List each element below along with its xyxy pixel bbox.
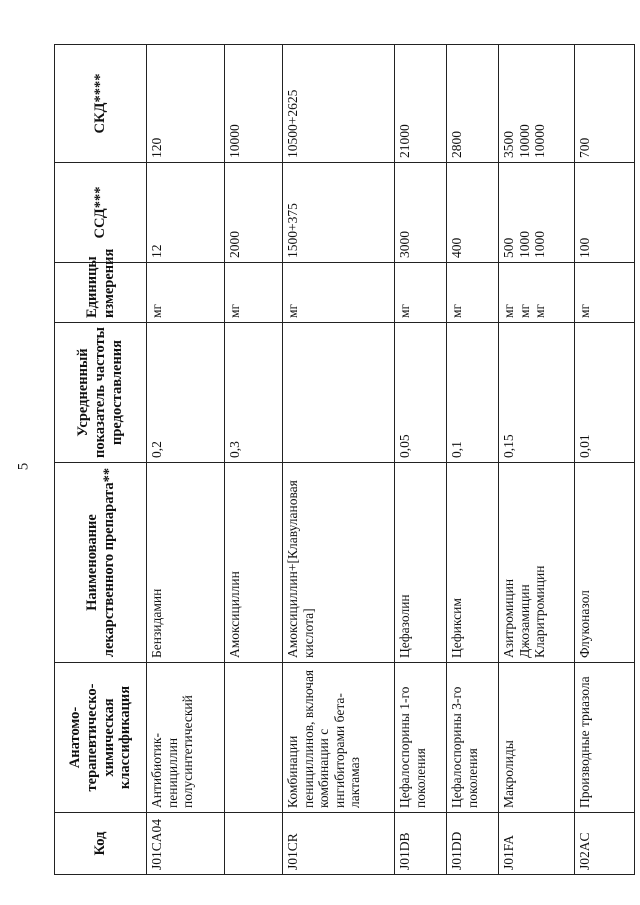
cell-ssd xyxy=(575,163,635,263)
cell-ssd-item: 100 xyxy=(577,237,592,258)
cell-unit-item: мг xyxy=(501,303,516,318)
cell-code: J02AC xyxy=(575,813,635,875)
cell-atc: Производные триазола xyxy=(575,663,635,813)
cell-skd-item: 3500 xyxy=(501,131,516,158)
cell-frequency: 0,3 xyxy=(225,323,283,463)
cell-drug xyxy=(283,463,395,663)
cell-ssd-item: 1000 xyxy=(532,231,548,258)
cell-skd xyxy=(499,45,575,163)
cell-unit xyxy=(283,263,395,323)
cell-drug-item: Бензидамин xyxy=(149,588,164,658)
header-drug: Наименование лекарственного препарата** xyxy=(55,463,147,663)
cell-frequency: 0,15 xyxy=(499,323,575,463)
cell-skd-item: 10000 xyxy=(516,124,532,158)
cell-ssd xyxy=(499,163,575,263)
header-ssd: ССД*** xyxy=(55,163,147,263)
cell-unit xyxy=(575,263,635,323)
cell-skd-item: 700 xyxy=(577,137,592,158)
cell-skd xyxy=(447,45,499,163)
cell-drug xyxy=(395,463,447,663)
cell-frequency: 0,05 xyxy=(395,323,447,463)
cell-atc: Цефалоспорины 1-го поколения xyxy=(395,663,447,813)
cell-ssd-item: 400 xyxy=(449,237,464,258)
cell-drug-item: Флуконазол xyxy=(577,590,592,658)
cell-unit xyxy=(395,263,447,323)
cell-unit-item: мг xyxy=(516,303,532,318)
drug-table xyxy=(54,44,635,875)
table-row xyxy=(395,45,447,875)
cell-unit xyxy=(225,263,283,323)
cell-drug-item: Цефазолин xyxy=(397,594,412,658)
cell-skd-item: 120 xyxy=(149,137,164,158)
cell-unit-item: мг xyxy=(285,303,300,318)
cell-code: J01CA04 xyxy=(147,813,225,875)
cell-ssd-item: 3000 xyxy=(397,231,412,258)
cell-unit xyxy=(147,263,225,323)
cell-unit-item: мг xyxy=(532,303,548,318)
cell-ssd xyxy=(447,163,499,263)
cell-drug xyxy=(225,463,283,663)
header-skd: СКД**** xyxy=(55,45,147,163)
header-atc: Анатомо-терапевтическо-химическая классификация xyxy=(55,663,147,813)
cell-drug-item: Амоксициллин+[Клавулановая кислота] xyxy=(285,480,316,658)
table-row xyxy=(283,45,395,875)
cell-drug xyxy=(447,463,499,663)
rotated-table-wrapper xyxy=(54,45,606,875)
cell-ssd-item: 2000 xyxy=(227,231,242,258)
cell-skd-item: 10000 xyxy=(532,124,548,158)
cell-unit-item: мг xyxy=(577,303,592,318)
cell-drug xyxy=(575,463,635,663)
cell-skd xyxy=(225,45,283,163)
table-row xyxy=(575,45,635,875)
cell-skd-item: 2800 xyxy=(449,131,464,158)
cell-code: J01DD xyxy=(447,813,499,875)
cell-ssd xyxy=(225,163,283,263)
cell-atc: Цефалоспорины 3-го поколения xyxy=(447,663,499,813)
cell-atc xyxy=(225,663,283,813)
cell-frequency xyxy=(283,323,395,463)
header-unit: Единицы измерения xyxy=(55,263,147,323)
cell-drug-item: Цефиксим xyxy=(449,598,464,658)
cell-atc: Макролиды xyxy=(499,663,575,813)
header-code: Код xyxy=(55,813,147,875)
cell-drug-item: Амоксициллин xyxy=(227,571,242,658)
cell-ssd xyxy=(395,163,447,263)
cell-unit xyxy=(447,263,499,323)
page-number: 5 xyxy=(15,462,32,471)
cell-skd xyxy=(395,45,447,163)
cell-code xyxy=(225,813,283,875)
cell-skd xyxy=(575,45,635,163)
cell-ssd xyxy=(283,163,395,263)
cell-atc: Комбинации пенициллинов, включая комбинации с ингибиторами бета-лактамаз xyxy=(283,663,395,813)
cell-frequency: 0,01 xyxy=(575,323,635,463)
table-row xyxy=(225,45,283,875)
cell-skd-item: 21000 xyxy=(397,124,412,158)
cell-drug-item: Кларитромицин xyxy=(532,565,548,658)
cell-ssd-item: 1500+375 xyxy=(285,203,300,258)
header-frequency: Усредненный показатель частоты предоставления xyxy=(55,323,147,463)
cell-skd-item: 10000 xyxy=(227,124,242,158)
cell-ssd-item: 12 xyxy=(149,244,164,258)
cell-unit-item: мг xyxy=(227,303,242,318)
cell-drug-item: Азитромицин xyxy=(501,578,516,658)
table-body xyxy=(147,45,635,875)
cell-frequency: 0,1 xyxy=(447,323,499,463)
cell-drug xyxy=(499,463,575,663)
cell-code: J01FA xyxy=(499,813,575,875)
table-row xyxy=(447,45,499,875)
cell-unit xyxy=(499,263,575,323)
table-header-row xyxy=(55,45,147,875)
cell-unit-item: мг xyxy=(397,303,412,318)
cell-ssd-item: 1000 xyxy=(516,231,532,258)
cell-unit-item: мг xyxy=(149,303,164,318)
cell-ssd-item: 500 xyxy=(501,237,516,258)
cell-skd-item: 10500+2625 xyxy=(285,89,300,158)
cell-code: J01CR xyxy=(283,813,395,875)
cell-ssd xyxy=(147,163,225,263)
table-row xyxy=(499,45,575,875)
cell-unit-item: мг xyxy=(449,303,464,318)
cell-drug-item: Джозамицин xyxy=(516,584,532,658)
table-row xyxy=(147,45,225,875)
cell-skd xyxy=(283,45,395,163)
cell-skd xyxy=(147,45,225,163)
cell-frequency: 0,2 xyxy=(147,323,225,463)
cell-atc: Антибиотик-пенициллин полусинтетический xyxy=(147,663,225,813)
cell-drug xyxy=(147,463,225,663)
cell-code: J01DB xyxy=(395,813,447,875)
